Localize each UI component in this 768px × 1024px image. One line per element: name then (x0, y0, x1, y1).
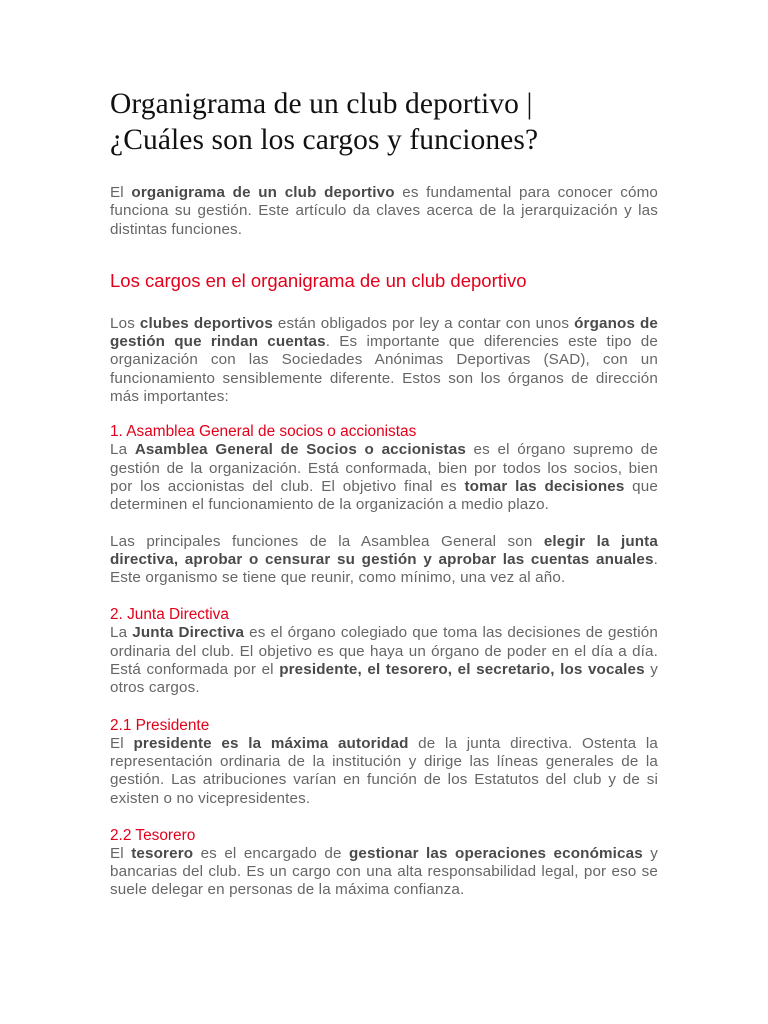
asamblea-p1-text-3: que determinen el funcionamiento de la organización a medio plazo. (110, 477, 658, 514)
title-line-1: Organigrama de un club deportivo | (110, 88, 533, 120)
clubes-text-3: . Es importante que diferencies este tipo de organización con las Sociedades Anónimas Deportivas (SAD), con un funcionamiento sensiblemente diferente. Estos son los órganos de dirección más importantes: (110, 333, 658, 406)
asamblea-p2-text-1: Las principales funciones de la Asamblea General son (110, 532, 544, 550)
intro-bold-1: organigrama de un club deportivo (131, 184, 395, 201)
tesorero-bold-1: tesorero (131, 844, 194, 862)
asamblea-p2-text-2: . Este organismo se tiene que reunir, como mínimo, una vez al año. (110, 550, 658, 587)
presidente-text-2: de la junta directiva. Ostenta la representación ordinaria de la institución y dirige las líneas generales de la gestión. Las atribuciones varían en función de los Estatutos del club y de si existen o no vicepresidentes. (110, 734, 658, 807)
junta-text-1: La (110, 624, 133, 642)
intro-paragraph (110, 184, 658, 239)
presidente-heading: 2.1 Presidente (110, 716, 210, 734)
asamblea-p1-bold-2: tomar las decisiones (464, 477, 625, 495)
junta-bold-1: Junta Directiva (132, 624, 245, 642)
tesorero-bold-2: gestionar las operaciones económicas (348, 844, 643, 862)
presidente-paragraph (110, 735, 658, 808)
page-title (110, 86, 658, 158)
asamblea-heading: 1. Asamblea General de socios o accionistas (110, 423, 417, 441)
asamblea-p2-bold-1: elegir la junta directiva, aprobar o censurar su gestión y aprobar las cuentas anuales (110, 532, 658, 568)
tesorero-text-1: El (110, 844, 132, 862)
asamblea-paragraph-1 (110, 441, 658, 514)
presidente-text-1: El (110, 734, 134, 752)
tesorero-text-2: es el encargado de (193, 844, 349, 862)
asamblea-paragraph-2 (110, 533, 658, 588)
intro-text-1: El (110, 184, 132, 201)
asamblea-p1-text-2: es el órgano supremo de gestión de la organización. Está conformada, bien por todos los socios, bien por los accionistas del club. El objetivo final es (110, 441, 658, 495)
clubes-bold-1: clubes deportivos (139, 314, 273, 332)
section-heading: Los cargos en el organigrama de un club deportivo (110, 269, 527, 291)
junta-heading: 2. Junta Directiva (110, 606, 229, 624)
asamblea-p1-text-1: La (110, 441, 135, 459)
title-line-2: ¿Cuáles son los cargos y funciones? (110, 124, 539, 156)
intro-text-2: es fundamental para conocer cómo funciona su gestión. Este artículo da claves acerca de la jerarquización y las distintas funciones. (110, 184, 659, 238)
clubes-bold-2: órganos de gestión que rindan cuentas (110, 314, 658, 351)
clubes-text-1: Los (110, 314, 140, 332)
presidente-bold-1: presidente es la máxima autoridad (133, 734, 409, 752)
junta-bold-2: presidente, el tesorero, el secretario, los vocales (279, 661, 645, 679)
tesorero-heading: 2.2 Tesorero (110, 826, 196, 844)
clubes-text-2: están obligados por ley a contar con unos (272, 314, 575, 332)
junta-text-3: y otros cargos. (110, 661, 658, 697)
junta-paragraph (110, 624, 658, 697)
article-content (110, 86, 658, 900)
tesorero-text-3: y bancarias del club. Es un cargo con una alta responsabilidad legal, por eso se suele delegar en personas de la máxima confianza. (110, 844, 658, 899)
clubes-paragraph (110, 315, 658, 406)
tesorero-paragraph (110, 845, 658, 900)
junta-text-2: es el órgano colegiado que toma las decisiones de gestión ordinaria del club. El objetivo es que haya un órgano de poder en el día a día. Está conformada por el (110, 624, 658, 679)
asamblea-p1-bold-1: Asamblea General de Socios o accionistas (134, 441, 466, 459)
